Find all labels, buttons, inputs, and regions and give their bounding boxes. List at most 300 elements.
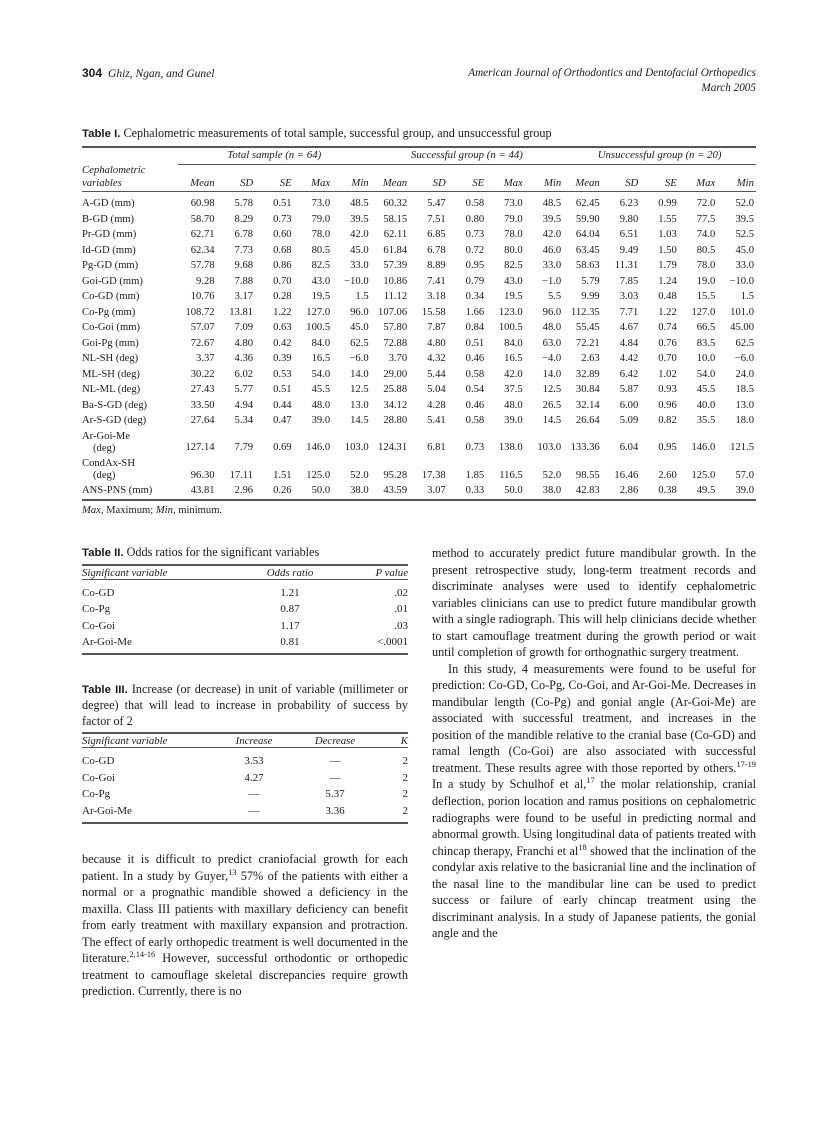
table-3-increase-cell: — [248,805,260,817]
table-1-value-cell: 9.49 [619,244,639,256]
lp1-ref-2-14-16: 2,14-16 [129,950,156,960]
table-1-value-cell: 38.0 [350,485,369,497]
table-3-variable-cell: Co-GD [82,755,115,768]
table-2-bottomrule-row [82,654,408,656]
table-1-value-cell: 37.5 [504,384,523,396]
table-1-rowheader-line2: variables [82,176,122,189]
table-row [82,429,756,456]
table-1-sub-se-2: SE [472,177,485,190]
right-column [432,545,756,942]
table-1-value-cell: 0.51 [465,337,485,349]
table-1-group-unsuccessful: Unsuccessful group (n = 20) [597,148,722,161]
table-1-value-cell: 54.0 [311,368,331,380]
table-1-value-cell: 6.02 [234,368,254,380]
table-1-sub-mean-2: Mean [382,177,408,190]
table-1-value-cell: 33.50 [190,399,215,411]
table-1-value-cell: 39.5 [542,213,562,225]
table-1-value-cell: 6.23 [619,198,639,210]
table-1-value-cell: 60.32 [383,198,408,210]
table-3 [82,732,408,825]
table-1-value-cell: 4.36 [234,353,254,365]
table-1-variable-cell: Goi-GD (mm) [82,275,143,287]
table-1-value-cell: 42.0 [542,229,562,241]
table-1-value-cell: 1.79 [658,260,677,272]
table-1-sub-sd-2: SD [432,177,446,190]
table-row [82,383,756,398]
table-1-value-cell: −1.0 [542,275,562,287]
table-1-value-cell: 100.5 [498,322,523,334]
table-1-value-cell: 95.28 [383,469,408,481]
table-2-label: Table II. [82,547,124,559]
table-1-value-cell: 112.35 [570,306,600,318]
table-1-value-cell: 16.5 [504,353,523,365]
table-3-variable-cell: Co-Goi [82,771,115,784]
table-1-variable-cell: Ar-S-GD (deg) [82,415,147,427]
table-1-variable-cell: Pg-GD (mm) [82,260,139,272]
table-1-value-cell: 45.0 [350,244,369,256]
table-1-value-cell: 43.59 [383,485,408,497]
table-1-value-cell: 0.63 [273,322,292,334]
table-1-value-cell: 1.55 [658,213,677,225]
table-1-value-cell: 107.06 [378,306,408,318]
table-1-variable-cell: Co-Goi (mm) [82,322,140,334]
table-1-value-cell: 12.5 [350,384,369,396]
table-1-value-cell: 0.68 [273,244,292,256]
table-2-odds-ratio-cell: 1.21 [280,586,300,599]
table-1-value-cell: 50.0 [504,485,523,497]
table-1-value-cell: 103.0 [344,442,369,454]
table-1-value-cell: 45.00 [730,322,754,334]
table-1-value-cell: 7.51 [427,213,446,225]
table-1-value-cell: 15.58 [421,306,446,318]
table-2-header-p-value: P value [375,566,408,579]
table-1-value-cell: 0.82 [658,415,677,427]
table-1-value-cell: 5.78 [234,198,254,210]
running-head [82,66,756,96]
table-1-value-cell: 96.0 [350,306,369,318]
table-1-value-cell: 103.0 [537,442,562,454]
table-1-value-cell: 84.0 [504,337,523,349]
table-1-value-cell: 42.0 [504,368,523,380]
table-1-value-cell: 45.5 [696,384,716,396]
table-1-value-cell: 11.12 [383,291,408,303]
table-1-value-cell: 125.0 [306,469,331,481]
table-1-value-cell: 3.17 [234,291,254,303]
table-row [82,787,408,804]
table-row [82,414,756,429]
table-1-value-cell: 11.31 [614,260,639,272]
table-1-value-cell: 30.84 [575,384,600,396]
table-1-value-cell: 6.00 [619,399,639,411]
table-1-value-cell: 33.0 [350,260,369,272]
table-1-value-cell: 0.58 [465,368,485,380]
table-1-value-cell: 4.84 [619,337,639,349]
table-1-value-cell: 4.28 [427,399,446,411]
table-3-label: Table III. [82,684,128,697]
table-1-value-cell: 1.50 [658,244,677,256]
table-1-value-cell: 12.5 [542,384,562,396]
table-1-value-cell: 32.89 [575,368,600,380]
table-1-rowheader-label [82,164,178,192]
table-1-value-cell: 38.0 [542,485,562,497]
table-1-value-cell: 0.74 [658,322,677,334]
table-1-value-cell: 29.00 [383,368,408,380]
table-1-variable-cell: NL-SH (deg) [82,353,139,365]
table-1-value-cell: 6.51 [619,229,639,241]
rp2-part-b: In a study by Schulhof et al, [432,777,587,792]
table-1-value-cell: 4.94 [234,399,254,411]
table-3-decrease-cell: — [329,771,341,784]
table-1-value-cell: 78.0 [504,229,523,241]
table-1-value-cell: 13.0 [735,399,754,411]
table-1-value-cell: −4.0 [542,353,562,365]
table-2-block [82,545,408,656]
table-1-value-cell: −6.0 [734,353,754,365]
table-1-value-cell: 3.37 [196,353,215,365]
table-1-value-cell: 0.46 [465,399,485,411]
table-1-value-cell: 0.70 [273,275,292,287]
table-1-value-cell: 3.03 [619,291,639,303]
table-row [82,457,756,484]
table-1-value-cell: 1.66 [465,306,485,318]
table-3-body [82,749,408,823]
table-2-foot [82,654,408,656]
table-1-value-cell: 8.89 [427,260,446,272]
table-1-value-cell: 0.46 [465,353,485,365]
rp2-part-d: showed that the inclination of the condylar axis relative to the basicranial line and the inclination of the nasal line to the mandibular line can be used to predict success or failure of early chincap treatment using the discriminant analysis. In a study of Japanese patients, the gonial angle and the [432,843,756,941]
table-1-body [82,193,756,500]
table-1-value-cell: 127.14 [185,442,215,454]
table-1-head [82,147,756,194]
table-1-sub-min-1: Min [351,177,369,190]
table-1-value-cell: 45.0 [735,244,754,256]
table-1-value-cell: 57.07 [190,322,215,334]
table-1-value-cell: 49.5 [696,485,716,497]
table-3-k-cell: 2 [402,788,408,801]
table-row [82,274,756,289]
table-1-value-cell: 73.0 [311,198,331,210]
table-row [82,601,408,618]
table-1-value-cell: 0.44 [273,399,292,411]
table-1-value-cell: 10.86 [383,275,408,287]
table-3-decrease-cell: — [329,755,341,768]
table-row [82,484,756,500]
table-3-k-cell: 2 [402,771,408,784]
rp2-part-a: In this study, 4 measurements were found to be useful for prediction: Co-GD, Co-Pg, Co-Goi, and Ar-Goi-Me. Decreases in mandibular length (Co-Pg) and gonial angle (Ar-Goi-Me) are associated with successful treatment, and increases in the position of the mandible relative to the cranial base (Co-GD) and ramal length (Co-Goi) are also associated with successful treatment. These results agree with those reported by others. [432,661,756,775]
table-1-value-cell: 62.71 [190,229,215,241]
table-1-value-cell: 6.78 [234,229,254,241]
table-1-value-cell: 98.55 [575,469,600,481]
table-1-sub-max-3: Max [696,177,716,190]
table-1-value-cell: 8.29 [234,213,254,225]
table-1-value-cell: 39.5 [350,213,369,225]
table-1-value-cell: 52.0 [350,469,369,481]
table-1-value-cell: 5.44 [427,368,446,380]
table-1-value-cell: 62.34 [190,244,215,256]
table-1-value-cell: 7.71 [619,306,639,318]
left-body-text [82,851,408,1000]
table-2-header-row [82,567,408,580]
table-1-value-cell: −10.0 [344,275,369,287]
table-1-value-cell: 0.84 [465,322,485,334]
table-2-variable-cell: Co-Pg [82,603,111,616]
table-1-value-cell: 18.5 [735,384,754,396]
table-1-value-cell: 34.12 [383,399,408,411]
table-1-value-cell: 27.64 [190,415,215,427]
table-3-header-row [82,735,408,748]
table-1-value-cell: 30.22 [190,368,215,380]
table-1-value-cell: 6.42 [619,368,639,380]
table-1-value-cell: 127.0 [691,306,716,318]
table-1-value-cell: 4.67 [619,322,639,334]
table-2-head [82,565,408,581]
table-1-value-cell: 5.47 [427,198,446,210]
table-1-caption [82,126,756,142]
table-1-group-row [82,149,756,162]
table-2-p-value-cell: <.0001 [377,636,408,649]
table-row [82,212,756,227]
table-1-value-cell: 0.99 [658,198,677,210]
table-2-p-value-cell: .03 [394,619,408,632]
table-1-value-cell: 5.87 [619,384,639,396]
table-1-value-cell: 5.04 [427,384,446,396]
table-1-value-cell: 39.5 [735,213,754,225]
table-1-caption-text: Cephalometric measurements of total sample, successful group, and unsuccessful group [123,126,552,140]
rp2-ref-17-19: 17-19 [736,759,756,769]
table-1-value-cell: 60.98 [190,198,215,210]
table-row [82,581,408,602]
table-1-value-cell: 0.54 [465,384,485,396]
table-row [82,228,756,243]
table-1-value-cell: 58.15 [383,213,408,225]
table-1-value-cell: 5.41 [427,415,446,427]
table-1-value-cell: 1.5 [740,291,754,303]
table-1-value-cell: 72.88 [383,337,408,349]
table-1-value-cell: 5.34 [234,415,254,427]
table-1-sub-min-2: Min [544,177,562,190]
table-row [82,193,756,212]
table-1-value-cell: 0.93 [658,384,677,396]
table-1-value-cell: 39.0 [504,415,523,427]
table-1-sub-mean-3: Mean [575,177,600,190]
table-1-value-cell: 0.26 [273,485,292,497]
table-1-value-cell: 48.5 [542,198,562,210]
table-1-value-cell: 58.63 [575,260,600,272]
table-1-value-cell: 74.0 [696,229,716,241]
table-1-value-cell: 10.76 [190,291,215,303]
table-row [82,259,756,274]
table-1-value-cell: 7.88 [234,275,254,287]
table-1-value-cell: 2.63 [581,353,600,365]
table-1-value-cell: 100.5 [306,322,331,334]
table-3-header-increase: Increase [235,735,273,748]
table-1-value-cell: 121.5 [730,442,754,454]
table-1-value-cell: 0.58 [465,198,485,210]
table-1-value-cell: 9.68 [234,260,254,272]
table-1-value-cell: 32.14 [575,399,600,411]
table-1-value-cell: 43.81 [190,485,215,497]
table-1-value-cell: 0.86 [273,260,292,272]
table-1-value-cell: 62.5 [735,337,754,349]
table-1-variable-name: Ar-Goi-Me [82,430,131,442]
table-1-value-cell: 0.73 [465,229,485,241]
table-1-variable-cell: Pr-GD (mm) [82,229,137,241]
table-2-body [82,581,408,655]
table-1-value-cell: 19.5 [504,291,523,303]
lp1-part-c: However, successful orthodontic or orthopedic treatment to camouflage skeletal discrepancies require growth prediction. Currently, there is no [82,951,408,999]
table-1-label: Table I. [82,128,121,140]
table-1-value-cell: 48.0 [311,399,331,411]
right-paragraph-2 [432,661,756,942]
table-1-value-cell: 42.83 [575,485,600,497]
table-1-value-cell: 72.0 [696,198,716,210]
rp2-part-c: the molar relationship, cranial deflection, porion location and ramus positions on cephalometric radiographs were found to be useful in predicting normal and abnormal growth. Using longitudinal data of patients treated with chincap therapy, Franchi et al [432,777,756,858]
table-1-value-cell: 50.0 [311,485,331,497]
table-2-variable-cell: Co-GD [82,586,115,599]
rp2-ref-17: 17 [586,776,595,786]
table-1-sub-sd-3: SD [625,177,639,190]
table-1-value-cell: 27.43 [190,384,215,396]
table-1-value-cell: 62.11 [383,229,408,241]
table-1-value-cell: 17.11 [229,469,254,481]
table-1-value-cell: 13.81 [229,306,254,318]
table-3-variable-cell: Ar-Goi-Me [82,805,132,817]
table-1-value-cell: 7.09 [234,322,254,334]
table-1-value-cell: 123.0 [498,306,523,318]
journal-title: American Journal of Orthodontics and Dentofacial Orthopedics [468,67,756,79]
table-1-value-cell: 7.79 [234,442,254,454]
table-1-value-cell: 0.79 [465,275,485,287]
table-1-value-cell: 101.0 [730,306,754,318]
table-1-sub-max-1: Max [311,177,331,190]
table-1-variable-cell: B-GD (mm) [82,213,135,225]
table-1-value-cell: 0.95 [658,442,677,454]
table-row [82,243,756,258]
table-row [82,336,756,351]
table-1-value-cell: 116.5 [499,469,523,481]
table-1-value-cell: 1.02 [658,368,677,380]
table-1-value-cell: 9.80 [619,213,639,225]
table-row [82,321,756,336]
table-1-value-cell: 52.5 [735,229,754,241]
table-1-value-cell: 62.45 [575,198,600,210]
table-2-odds-ratio-cell: 0.87 [280,603,300,616]
table-1-value-cell: 7.87 [427,322,446,334]
table-row [82,305,756,320]
table-1-value-cell: 63.45 [575,244,600,256]
table-1-value-cell: 0.51 [273,384,292,396]
table-1-value-cell: 78.0 [311,229,331,241]
table-1-value-cell: 4.42 [619,353,639,365]
table-1-value-cell: 3.07 [427,485,446,497]
table-1-value-cell: −10.0 [729,275,754,287]
table-1-value-cell: 133.36 [570,442,600,454]
table-1-value-cell: 7.85 [619,275,639,287]
table-1-value-cell: 55.45 [575,322,600,334]
table-1-value-cell: 146.0 [306,442,331,454]
table-1-note-italic-max: Max [82,505,101,516]
table-1-value-cell: 125.0 [691,469,716,481]
table-1-value-cell: 127.0 [306,306,331,318]
table-1-value-cell: 138.0 [498,442,523,454]
table-1-value-cell: 5.5 [547,291,562,303]
table-3-header-k: K [400,735,408,748]
table-1-value-cell: 1.51 [273,469,292,481]
table-2-caption-text: Odds ratios for the significant variables [126,545,320,559]
table-row [82,770,408,787]
table-1-value-cell: 0.80 [465,213,485,225]
table-1-sub-se-3: SE [664,177,677,190]
table-1-value-cell: 5.77 [234,384,254,396]
table-1-group-total: Total sample (n = 64) [227,148,322,161]
table-1-value-cell: 39.0 [735,485,754,497]
table-3-variable-cell: Co-Pg [82,788,111,801]
table-1-bottomrule-row [82,500,756,502]
table-2-p-value-cell: .02 [394,586,408,599]
table-1-value-cell: 7.73 [234,244,254,256]
table-3-block [82,682,408,825]
table-1-value-cell: 1.24 [658,275,677,287]
table-1-value-cell: 64.04 [575,229,600,241]
table-1-value-cell: 6.78 [427,244,446,256]
table-1-value-cell: 0.96 [658,399,677,411]
table-1-value-cell: 14.5 [542,415,562,427]
table-1-value-cell: 7.41 [427,275,446,287]
table-1-value-cell: 0.60 [273,229,292,241]
table-1-variable-cell: NL-ML (deg) [82,384,141,396]
table-1-variable-cell: Goi-Pg (mm) [82,337,139,349]
table-1-rowheader-line1: Cephalometric [82,164,146,177]
table-1-value-cell: 0.73 [465,442,485,454]
table-1-foot [82,500,756,502]
table-1-value-cell: 96.0 [542,306,562,318]
table-1-value-cell: 6.81 [427,442,446,454]
table-1-value-cell: 33.0 [735,260,754,272]
table-1-value-cell: 16.5 [311,353,331,365]
table-1-value-cell: 0.48 [658,291,677,303]
table-1-value-cell: 5.79 [581,275,600,287]
table-1-value-cell: 82.5 [504,260,523,272]
table-1-block [82,126,756,502]
table-1-value-cell: 43.0 [311,275,331,287]
table-1-value-cell: 82.5 [311,260,331,272]
rp2-ref-18: 18 [578,842,587,852]
table-2-variable-cell: Co-Goi [82,619,115,632]
table-1-value-cell: 1.03 [658,229,677,241]
table-1-value-cell: 52.0 [735,198,754,210]
table-1-value-cell: 14.0 [350,368,369,380]
table-1-value-cell: 0.53 [273,368,292,380]
table-1-note [82,505,222,516]
table-1-variable-cell [82,457,178,484]
table-1-value-cell: 80.5 [311,244,331,256]
table-1-value-cell: 48.0 [504,399,523,411]
table-1-value-cell: 0.73 [273,213,292,225]
table-1-value-cell: 96.30 [190,469,215,481]
table-1-value-cell: 146.0 [691,442,716,454]
table-1-value-cell: 66.5 [696,322,716,334]
table-1-value-cell: 0.38 [658,485,677,497]
table-1-value-cell: 78.0 [696,260,716,272]
table-1-value-cell: 4.80 [234,337,254,349]
table-1-value-cell: 17.38 [421,469,446,481]
table-1-value-cell: 9.99 [581,291,600,303]
table-1-value-cell: 33.0 [542,260,562,272]
table-1-value-cell: 124.31 [378,442,408,454]
table-row [82,803,408,823]
table-3-caption-text: Increase (or decrease) in unit of variable (millimeter or degree) that will lead to increase in probability of success by factor of 2 [82,682,408,728]
table-1-value-cell: 25.88 [383,384,408,396]
